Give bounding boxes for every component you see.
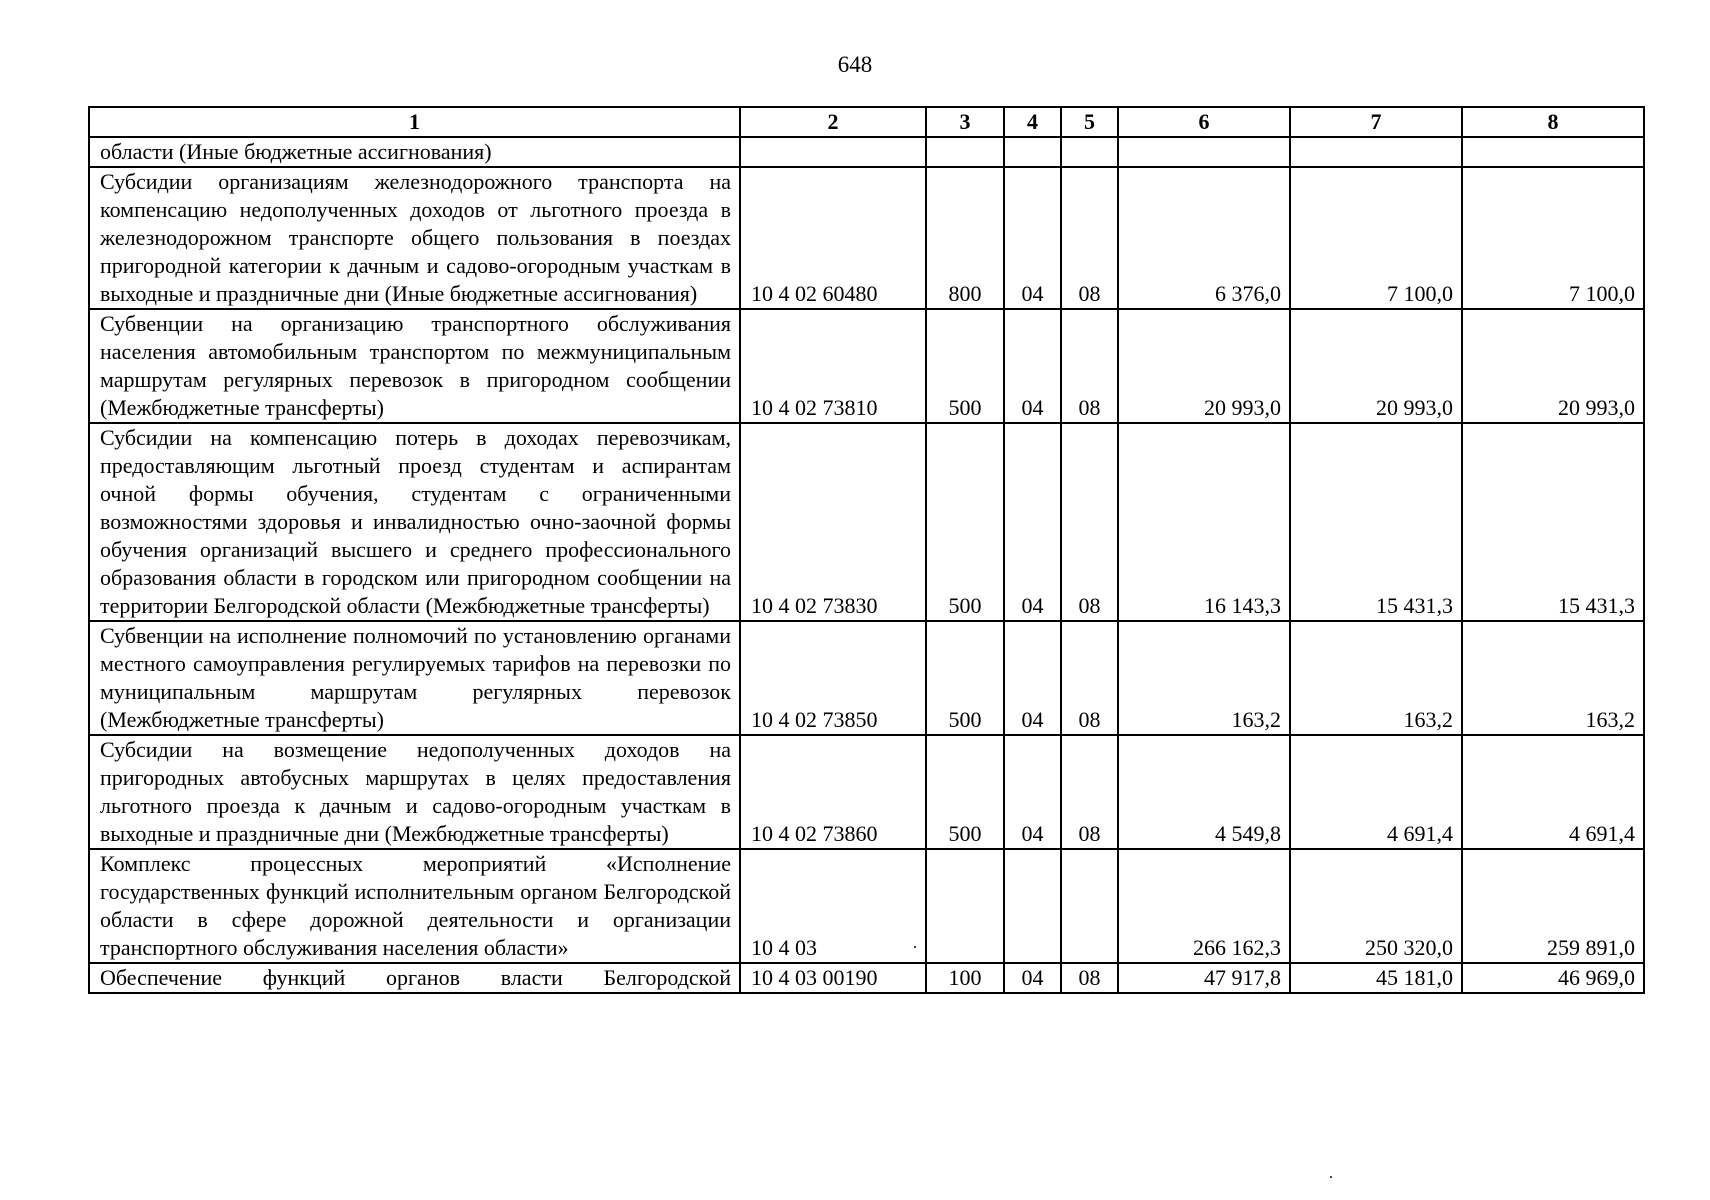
row-code: 10 4 02 73850 <box>740 621 926 735</box>
row-description: Субсидии на возмещение недополученных доходов на пригородных автобусных маршрутах в целях предоставления льготного проезда к дачным и садово-огородным участкам в выходные и праздничные дни (Межбюджетные трансферты) <box>89 735 740 849</box>
table-row <box>89 309 1644 423</box>
row-code: 10 4 02 73860 <box>740 735 926 849</box>
row-col3: 100 <box>926 963 1004 993</box>
row-value8: 15 431,3 <box>1462 423 1644 621</box>
row-col5: 08 <box>1061 309 1118 423</box>
row-value6: 4 549,8 <box>1118 735 1290 849</box>
scan-speck <box>1330 1176 1332 1178</box>
budget-table <box>88 106 1645 994</box>
header-cell: 7 <box>1290 107 1462 137</box>
row-code <box>740 137 926 167</box>
row-col5 <box>1061 849 1118 963</box>
row-value7: 4 691,4 <box>1290 735 1462 849</box>
row-col5: 08 <box>1061 167 1118 309</box>
row-col3: 500 <box>926 423 1004 621</box>
row-code: 10 4 03 <box>740 849 926 963</box>
row-code: 10 4 02 73810 <box>740 309 926 423</box>
row-value6: 20 993,0 <box>1118 309 1290 423</box>
row-value6: 266 162,3 <box>1118 849 1290 963</box>
row-code: 10 4 02 73830 <box>740 423 926 621</box>
row-value6: 163,2 <box>1118 621 1290 735</box>
row-value7: 20 993,0 <box>1290 309 1462 423</box>
row-description: Субсидии организациям железнодорожного транспорта на компенсацию недополученных доходов от льготного проезда в железнодорожном транспорте общего пользования в поездах пригородной категории к дачным и садово-огородным участкам в выходные и праздничные дни (Иные бюджетные ассигнования) <box>89 167 740 309</box>
table-row <box>89 849 1644 963</box>
row-col4: 04 <box>1004 963 1061 993</box>
row-col4: 04 <box>1004 309 1061 423</box>
row-col3: 500 <box>926 621 1004 735</box>
row-value7 <box>1290 137 1462 167</box>
table-row <box>89 137 1644 167</box>
header-cell: 6 <box>1118 107 1290 137</box>
row-col4: 04 <box>1004 735 1061 849</box>
row-value6: 6 376,0 <box>1118 167 1290 309</box>
row-description: области (Иные бюджетные ассигнования) <box>89 137 740 167</box>
row-col3: 500 <box>926 309 1004 423</box>
row-col4 <box>1004 849 1061 963</box>
row-col4: 04 <box>1004 423 1061 621</box>
table-row <box>89 621 1644 735</box>
header-cell: 1 <box>89 107 740 137</box>
page-number: 648 <box>837 52 873 77</box>
header-cell: 8 <box>1462 107 1644 137</box>
table-row <box>89 735 1644 849</box>
row-description: Субвенции на исполнение полномочий по установлению органами местного самоуправления регулируемых тарифов на перевозки по муниципальным маршрутам регулярных перевозок (Межбюджетные трансферты) <box>89 621 740 735</box>
table-row <box>89 423 1644 621</box>
row-col5: 08 <box>1061 735 1118 849</box>
row-col3 <box>926 137 1004 167</box>
row-value8: 20 993,0 <box>1462 309 1644 423</box>
header-cell: 4 <box>1004 107 1061 137</box>
header-cell: 2 <box>740 107 926 137</box>
row-col4: 04 <box>1004 621 1061 735</box>
row-value8: 259 891,0 <box>1462 849 1644 963</box>
row-value6 <box>1118 137 1290 167</box>
row-col5: 08 <box>1061 423 1118 621</box>
row-col4: 04 <box>1004 167 1061 309</box>
row-col3: 500 <box>926 735 1004 849</box>
header-cell: 3 <box>926 107 1004 137</box>
row-col4 <box>1004 137 1061 167</box>
row-value8: 163,2 <box>1462 621 1644 735</box>
row-value8: 46 969,0 <box>1462 963 1644 993</box>
table-row <box>89 963 1644 993</box>
row-description: Обеспечение функций органов власти Белгородской <box>89 963 740 993</box>
row-col5 <box>1061 137 1118 167</box>
row-col5: 08 <box>1061 621 1118 735</box>
row-col5: 08 <box>1061 963 1118 993</box>
header-row <box>89 107 1644 137</box>
row-value7: 45 181,0 <box>1290 963 1462 993</box>
row-description: Субвенции на организацию транспортного обслуживания населения автомобильным транспортом по межмуниципальным маршрутам регулярных перевозок в пригородном сообщении (Межбюджетные трансферты) <box>89 309 740 423</box>
table-row <box>89 167 1644 309</box>
row-col3: 800 <box>926 167 1004 309</box>
row-description: Комплекс процессных мероприятий «Исполнение государственных функций исполнительным органом Белгородской области в сфере дорожной деятельности и организации транспортного обслуживания населения области» <box>89 849 740 963</box>
row-value8: 7 100,0 <box>1462 167 1644 309</box>
row-code: 10 4 03 00190 <box>740 963 926 993</box>
row-value6: 47 917,8 <box>1118 963 1290 993</box>
row-value8: 4 691,4 <box>1462 735 1644 849</box>
row-code: 10 4 02 60480 <box>740 167 926 309</box>
row-value7: 15 431,3 <box>1290 423 1462 621</box>
row-col3 <box>926 849 1004 963</box>
row-value7: 250 320,0 <box>1290 849 1462 963</box>
scan-speck <box>914 946 916 948</box>
header-cell: 5 <box>1061 107 1118 137</box>
row-description: Субсидии на компенсацию потерь в доходах перевозчикам, предоставляющим льготный проезд студентам и аспирантам очной формы обучения, студентам с ограниченными возможностями здоровья и инвалидностью очно-заочной формы обучения организаций высшего и среднего профессионального образования области в городском или пригородном сообщении на территории Белгородской области (Межбюджетные трансферты) <box>89 423 740 621</box>
row-value7: 7 100,0 <box>1290 167 1462 309</box>
row-value7: 163,2 <box>1290 621 1462 735</box>
row-value8 <box>1462 137 1644 167</box>
row-value6: 16 143,3 <box>1118 423 1290 621</box>
